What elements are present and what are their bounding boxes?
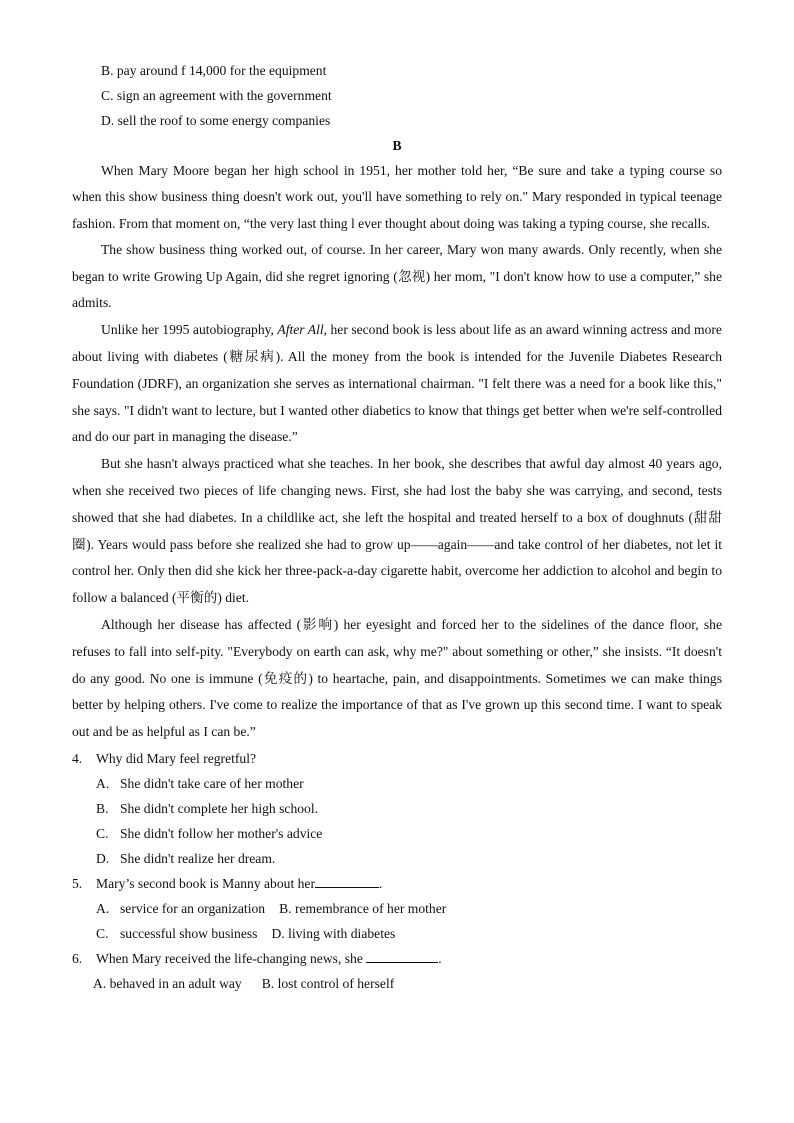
p3-text-start: Unlike her 1995 autobiography, — [101, 322, 278, 338]
passage-paragraph-3 — [72, 317, 722, 451]
question-stem: When Mary received the life-changing news, she — [96, 951, 367, 967]
option-letter: B. — [96, 801, 109, 817]
option-text: She didn't take care of her mother — [120, 776, 304, 792]
passage-paragraph-5: Although her disease has affected (影响) her eyesight and forced her to the sidelines of the dance floor, she refuses to fall into self-pity. "Everybody on earth can ask, why me?" about something or other,” she insists. “It doesn't do any good. No one is immune (免疫的) to heartache, pain, and disappointments. Sometimes we can make things better by helping others. I've come to realize the importance of that as I've grown up this second time. I want to speak out and be as helpful as I can be.” — [72, 617, 722, 740]
question-number: 5. — [72, 876, 83, 892]
option-4d[interactable] — [72, 846, 722, 871]
option-text: She didn't follow her mother's advice — [120, 826, 323, 842]
question-stem: Mary’s second book is Manny about her — [96, 876, 315, 892]
question-stem: Why did Mary feel regretful? — [96, 751, 257, 767]
option-5b[interactable]: B. remembrance of her mother — [279, 901, 447, 917]
prev-option-b: B. pay around f 14,000 for the equipment — [101, 63, 327, 78]
passage-paragraph-4: But she hasn't always practiced what she teaches. In her book, she describes that awful day almost 40 years ago, when she received two pieces of life changing news. First, she had lost the baby she was carrying, and second, tests showed that she had diabetes. In a childlike act, she left the hospital and treated herself to a box of doughnuts (甜甜圈). Years would pass before she realized she had to grow up——again——and take control of her diabetes, not let it control her. Only then did she kick her three-pack-a-day cigarette habit, overcome her addiction to alcohol and begin to follow a balanced (平衡的) diet. — [72, 456, 722, 606]
option-row-6ab — [72, 971, 722, 996]
question-6 — [72, 946, 722, 971]
option-row-5cd — [72, 921, 722, 946]
option-text: She didn't complete her high school. — [120, 801, 319, 817]
prev-option-d: D. sell the roof to some energy companies — [101, 113, 331, 128]
option-4c[interactable] — [72, 821, 722, 846]
option-letter: D. — [96, 851, 110, 867]
option-5c[interactable] — [96, 926, 257, 941]
option-text: service for an organization — [120, 901, 266, 917]
option-6a[interactable]: A. behaved in an adult way — [93, 976, 242, 992]
answer-blank[interactable] — [366, 948, 438, 963]
stem-end: . — [438, 951, 442, 967]
question-5 — [72, 871, 722, 896]
question-number: 4. — [72, 751, 83, 767]
option-4b[interactable] — [72, 796, 722, 821]
option-letter: A. — [96, 776, 110, 792]
question-number: 6. — [72, 951, 83, 967]
option-5a[interactable] — [96, 901, 265, 916]
prev-option-c: C. sign an agreement with the government — [101, 88, 332, 103]
p3-text-end: , her second book is less about life as an award winning actress and more about living with diabetes (糖尿病). All the money from the book is intended for the Juvenile Diabetes Research Foundation (JDRF), an organization she serves as international chairman. "I felt there was a need for a book like this," she says. "I didn't want to lecture, but I wanted other diabetics to know that things get better when we're self-controlled and do our part in managing the disease.” — [72, 322, 722, 445]
option-row-5ab — [72, 896, 722, 921]
option-4a[interactable] — [72, 771, 722, 796]
option-letter: A. — [96, 901, 110, 917]
book-title: After All — [277, 322, 324, 338]
passage-paragraph-1: When Mary Moore began her high school in 1951, her mother told her, “Be sure and take a typing course so when this show business thing doesn't work out, you'll have something to rely on." Mary responded in typical teenage fashion. From that moment on, “the very last thing l ever thought about doing was taking a typing course, she recalls. — [72, 163, 722, 231]
option-text: She didn't realize her dream. — [120, 851, 276, 867]
option-text: successful show business — [120, 926, 258, 942]
question-4 — [72, 746, 722, 771]
answer-blank[interactable] — [315, 873, 379, 888]
option-letter: C. — [96, 826, 109, 842]
option-6b[interactable]: B. lost control of herself — [261, 976, 395, 992]
option-5d[interactable]: D. living with diabetes — [271, 926, 396, 942]
stem-end: . — [378, 876, 383, 892]
section-heading: B — [392, 138, 402, 153]
option-letter: C. — [96, 926, 109, 942]
exam-page — [72, 58, 722, 996]
passage-paragraph-2: The show business thing worked out, of course. In her career, Mary won many awards. Only recently, when she began to write Growing Up Again, did she regret ignoring (忽视) her mom, "I don't know how to use a computer,” she admits. — [72, 241, 722, 311]
